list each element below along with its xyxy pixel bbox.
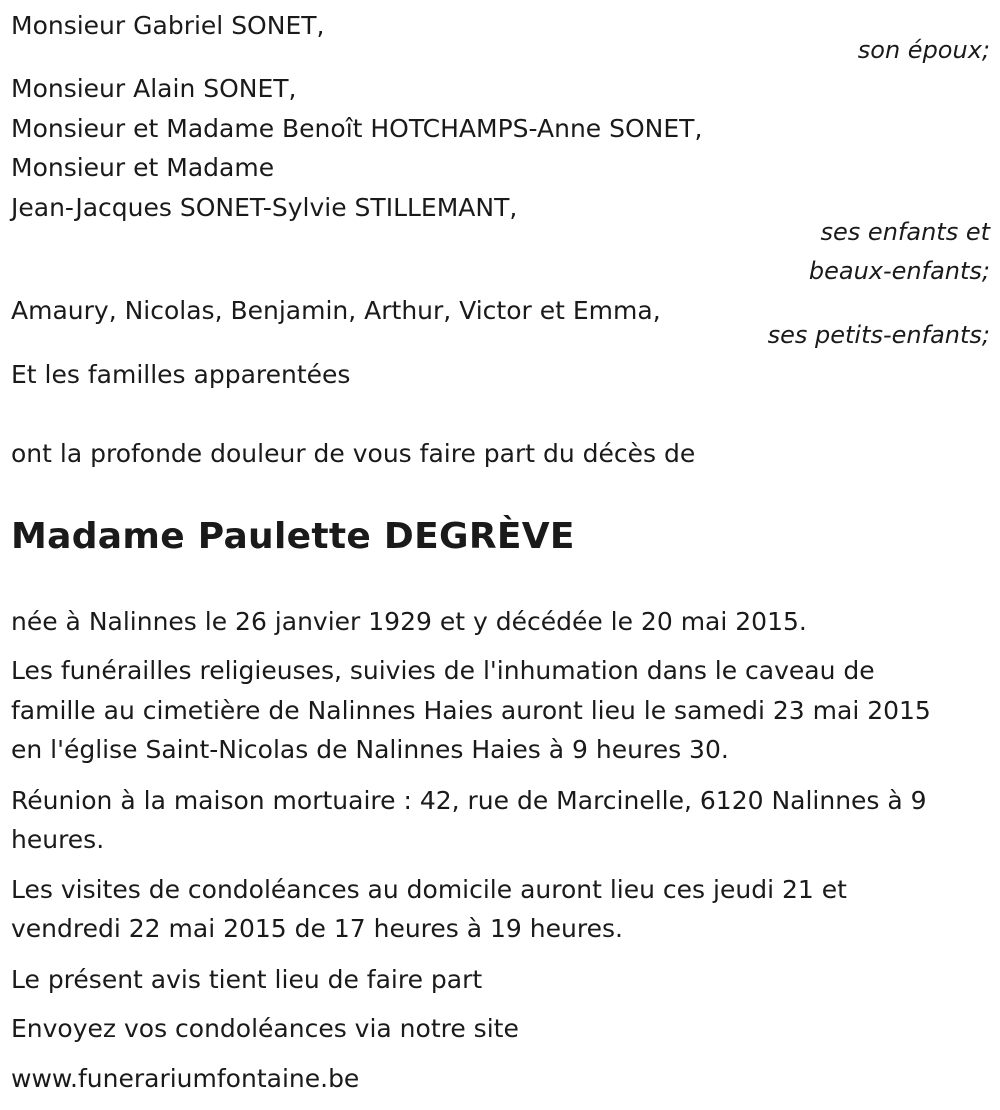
children-role-line-1: ses enfants et bbox=[820, 218, 990, 246]
grandchildren-names: Amaury, Nicolas, Benjamin, Arthur, Victor et Emma, bbox=[11, 296, 661, 325]
visits-line-1: Les visites de condoléances au domicile auront lieu ces jeudi 21 et bbox=[11, 875, 847, 904]
announcement-line: ont la profonde douleur de vous faire part du décès de bbox=[11, 439, 696, 468]
spouse-role: son époux; bbox=[857, 36, 990, 64]
child-line-4: Jean-Jacques SONET-Sylvie STILLEMANT, bbox=[11, 193, 518, 222]
meeting-line-2: heures. bbox=[11, 825, 105, 854]
website-link[interactable]: www.funerariumfontaine.be bbox=[11, 1064, 360, 1093]
funeral-line-3: en l'église Saint-Nicolas de Nalinnes Haies à 9 heures 30. bbox=[11, 735, 729, 764]
meeting-line-1: Réunion à la maison mortuaire : 42, rue de Marcinelle, 6120 Nalinnes à 9 bbox=[11, 786, 927, 815]
spouse-name: Monsieur Gabriel SONET, bbox=[11, 11, 325, 40]
child-line-1: Monsieur Alain SONET, bbox=[11, 74, 297, 103]
condolences-line: Envoyez vos condoléances via notre site bbox=[11, 1014, 519, 1043]
children-role-line-2: beaux-enfants; bbox=[808, 257, 990, 285]
birth-death-line: née à Nalinnes le 26 janvier 1929 et y décédée le 20 mai 2015. bbox=[11, 607, 807, 636]
funeral-line-1: Les funérailles religieuses, suivies de l'inhumation dans le caveau de bbox=[11, 656, 875, 685]
child-line-2: Monsieur et Madame Benoît HOTCHAMPS-Anne SONET, bbox=[11, 114, 703, 143]
relatives-line: Et les familles apparentées bbox=[11, 360, 351, 389]
visits-line-2: vendredi 22 mai 2015 de 17 heures à 19 heures. bbox=[11, 914, 623, 943]
funeral-line-2: famille au cimetière de Nalinnes Haies auront lieu le samedi 23 mai 2015 bbox=[11, 696, 931, 725]
deceased-name: Madame Paulette DEGRÈVE bbox=[11, 516, 575, 557]
grandchildren-role: ses petits-enfants; bbox=[767, 321, 990, 349]
child-line-3: Monsieur et Madame bbox=[11, 153, 275, 182]
notice-line: Le présent avis tient lieu de faire part bbox=[11, 965, 483, 994]
